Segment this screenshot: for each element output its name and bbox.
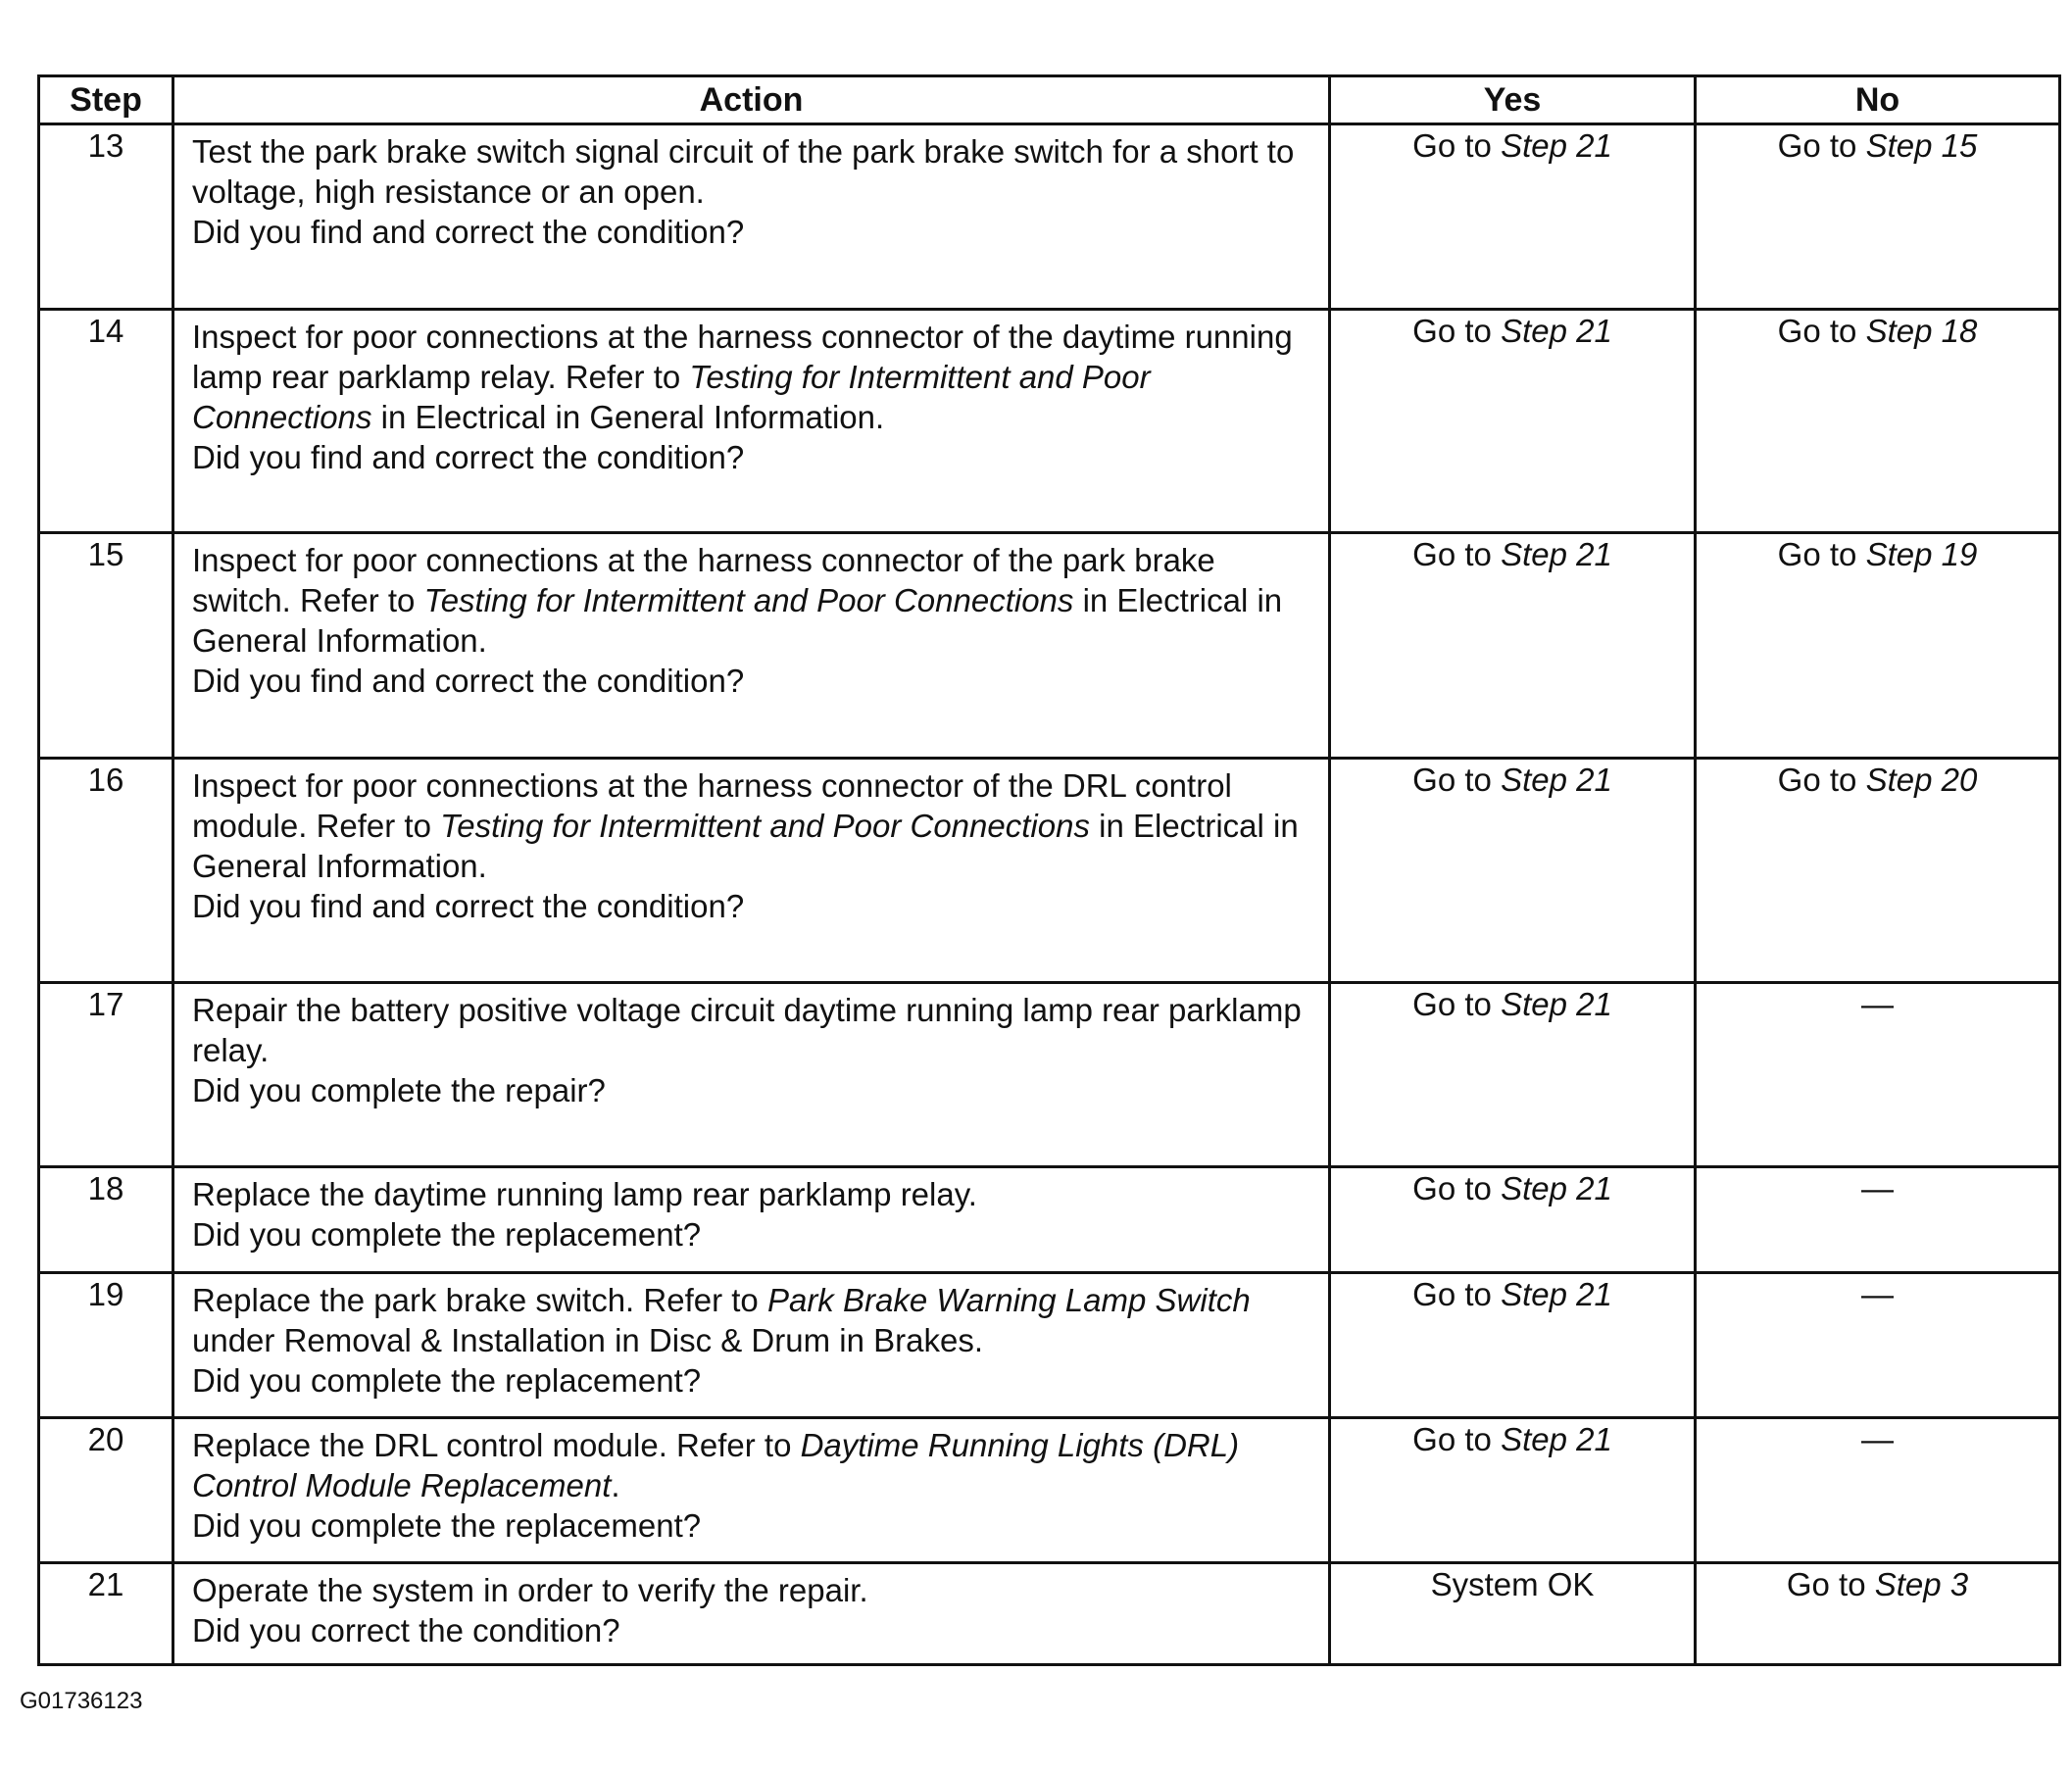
yes-prefix: Go to <box>1412 536 1502 572</box>
no-prefix: Go to <box>1777 313 1866 349</box>
yes-prefix: Go to <box>1412 762 1502 798</box>
yes-cell <box>1330 759 1696 983</box>
yes-step-ref: Step 21 <box>1501 1421 1612 1457</box>
action-description: Repair the battery positive voltage circuit daytime running lamp rear parklamp relay. <box>192 992 1302 1068</box>
yes-cell: System OK <box>1330 1563 1696 1665</box>
reference-link: Testing for Intermittent and Poor Connections <box>440 808 1090 844</box>
no-cell: — <box>1696 1418 2060 1563</box>
action-cell <box>173 533 1330 759</box>
no-step-ref: Step 15 <box>1865 127 1978 164</box>
yes-prefix: Go to <box>1412 313 1502 349</box>
table-row <box>39 310 2060 533</box>
yes-step-ref: Step 21 <box>1501 127 1612 164</box>
action-cell <box>173 124 1330 310</box>
yes-step-ref: Step 21 <box>1501 986 1612 1022</box>
no-cell: — <box>1696 1273 2060 1418</box>
no-cell <box>1696 124 2060 310</box>
action-cell <box>173 1418 1330 1563</box>
step-number: 16 <box>39 759 173 983</box>
header-row <box>39 76 2060 124</box>
action-prompt: Did you correct the condition? <box>192 1612 620 1649</box>
header-no: No <box>1696 76 2060 124</box>
table-row <box>39 124 2060 310</box>
no-prefix: Go to <box>1786 1566 1875 1602</box>
yes-prefix: Go to <box>1412 1276 1502 1312</box>
action-cell <box>173 1563 1330 1665</box>
yes-step-ref: Step 21 <box>1501 536 1612 572</box>
table-row <box>39 1563 2060 1665</box>
header-yes: Yes <box>1330 76 1696 124</box>
action-prompt: Did you find and correct the condition? <box>192 888 745 924</box>
action-prompt: Did you find and correct the condition? <box>192 214 745 250</box>
action-prompt: Did you find and correct the condition? <box>192 439 745 475</box>
action-description: Inspect for poor connections at the harness connector of the DRL control module. Refer to Testing for Intermittent and Poor Connections in Electrical in General Information. <box>192 767 1299 884</box>
step-number: 15 <box>39 533 173 759</box>
table-row <box>39 1167 2060 1273</box>
yes-step-ref: Step 21 <box>1501 762 1612 798</box>
yes-cell <box>1330 1273 1696 1418</box>
action-description: Inspect for poor connections at the harness connector of the daytime running lamp rear parklamp relay. Refer to Testing for Intermittent and Poor Connections in Electrical in General Information. <box>192 319 1293 435</box>
figure-id: G01736123 <box>20 1688 143 1714</box>
step-number: 18 <box>39 1167 173 1273</box>
reference-link: Testing for Intermittent and Poor Connections <box>423 582 1074 618</box>
no-prefix: Go to <box>1777 762 1866 798</box>
yes-step-ref: Step 21 <box>1501 1170 1612 1206</box>
reference-link: Testing for Intermittent and Poor Connections <box>192 359 1151 435</box>
action-description: Replace the park brake switch. Refer to Park Brake Warning Lamp Switch under Removal & Installation in Disc & Drum in Brakes. <box>192 1282 1251 1358</box>
step-number: 21 <box>39 1563 173 1665</box>
action-description: Operate the system in order to verify the repair. <box>192 1572 868 1608</box>
yes-step-ref: Step 21 <box>1501 1276 1612 1312</box>
action-cell <box>173 1167 1330 1273</box>
yes-step-ref: Step 21 <box>1501 313 1612 349</box>
step-number: 14 <box>39 310 173 533</box>
action-description: Test the park brake switch signal circuit of the park brake switch for a short to voltage, high resistance or an open. <box>192 133 1295 210</box>
no-cell: — <box>1696 983 2060 1167</box>
action-prompt: Did you find and correct the condition? <box>192 663 745 699</box>
diagnostic-table <box>37 74 2061 1666</box>
no-cell <box>1696 1563 2060 1665</box>
action-description: Replace the daytime running lamp rear parklamp relay. <box>192 1176 977 1212</box>
step-number: 17 <box>39 983 173 1167</box>
yes-cell <box>1330 983 1696 1167</box>
yes-prefix: Go to <box>1412 986 1502 1022</box>
action-description: Replace the DRL control module. Refer to Daytime Running Lights (DRL) Control Module Replacement. <box>192 1427 1240 1503</box>
reference-link: Daytime Running Lights (DRL) Control Module Replacement <box>192 1427 1240 1503</box>
no-cell <box>1696 533 2060 759</box>
no-step-ref: Step 20 <box>1865 762 1978 798</box>
action-prompt: Did you complete the replacement? <box>192 1216 702 1253</box>
action-prompt: Did you complete the replacement? <box>192 1507 702 1544</box>
no-prefix: Go to <box>1777 536 1866 572</box>
header-action: Action <box>173 76 1330 124</box>
yes-prefix: Go to <box>1412 1170 1502 1206</box>
step-number: 13 <box>39 124 173 310</box>
yes-prefix: Go to <box>1412 127 1502 164</box>
no-prefix: Go to <box>1777 127 1866 164</box>
action-cell <box>173 983 1330 1167</box>
no-cell <box>1696 759 2060 983</box>
yes-cell <box>1330 533 1696 759</box>
action-cell <box>173 1273 1330 1418</box>
yes-cell <box>1330 1418 1696 1563</box>
table-row <box>39 1418 2060 1563</box>
table-row <box>39 533 2060 759</box>
action-prompt: Did you complete the replacement? <box>192 1362 702 1399</box>
table-row <box>39 1273 2060 1418</box>
reference-link: Park Brake Warning Lamp Switch <box>766 1282 1251 1318</box>
header-step: Step <box>39 76 173 124</box>
no-cell: — <box>1696 1167 2060 1273</box>
yes-prefix: Go to <box>1412 1421 1502 1457</box>
no-cell <box>1696 310 2060 533</box>
no-step-ref: Step 18 <box>1865 313 1978 349</box>
action-cell <box>173 759 1330 983</box>
yes-cell <box>1330 310 1696 533</box>
step-number: 20 <box>39 1418 173 1563</box>
step-number: 19 <box>39 1273 173 1418</box>
action-description: Inspect for poor connections at the harness connector of the park brake switch. Refer to Testing for Intermittent and Poor Connections in Electrical in General Information. <box>192 542 1283 659</box>
action-cell <box>173 310 1330 533</box>
no-step-ref: Step 19 <box>1865 536 1978 572</box>
table-row <box>39 983 2060 1167</box>
no-step-ref: Step 3 <box>1874 1566 1969 1602</box>
yes-cell <box>1330 1167 1696 1273</box>
table-row <box>39 759 2060 983</box>
action-prompt: Did you complete the repair? <box>192 1072 606 1108</box>
yes-cell <box>1330 124 1696 310</box>
